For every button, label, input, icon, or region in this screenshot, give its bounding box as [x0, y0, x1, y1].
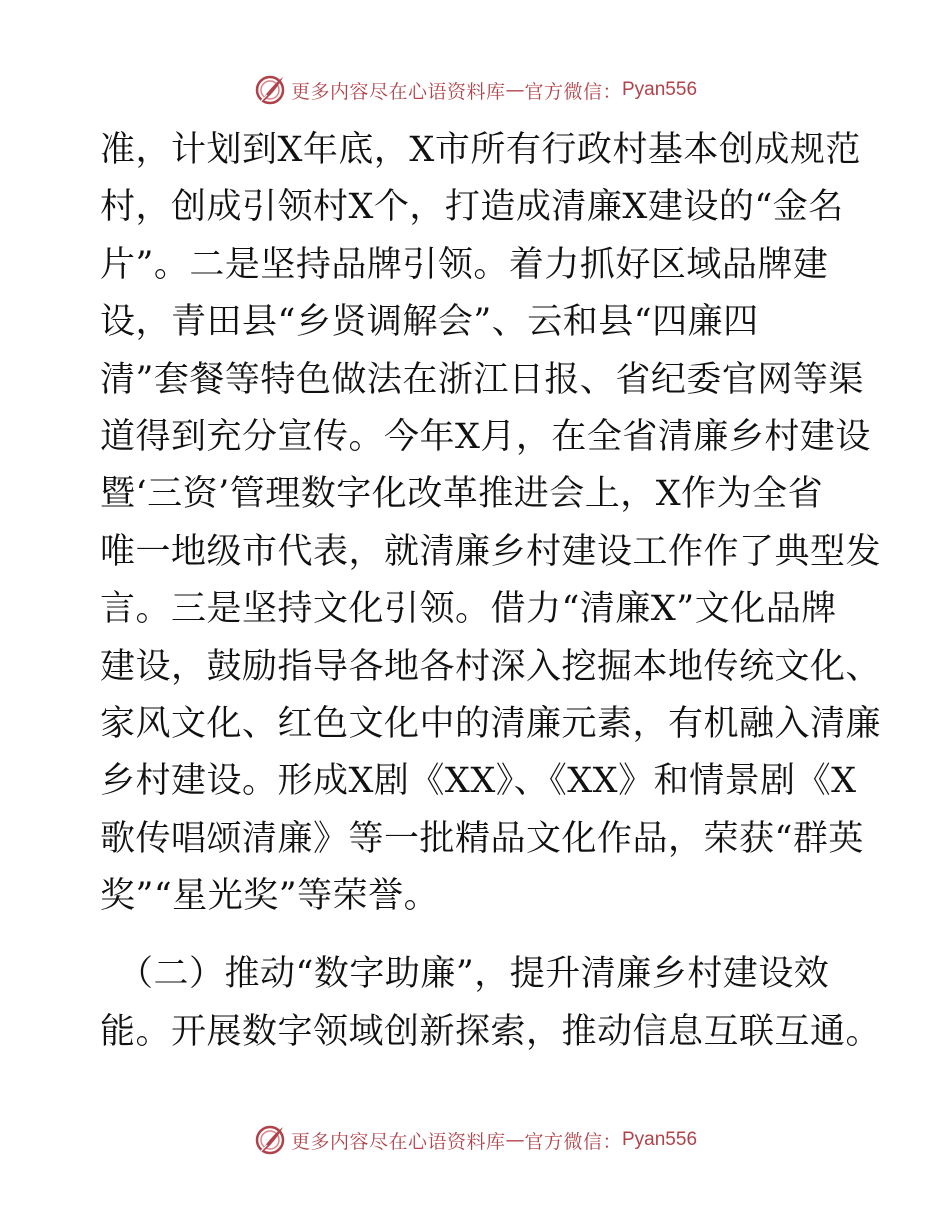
text-line: 建设，鼓励指导各地各村深入挖掘本地传统文化、	[100, 646, 882, 687]
paragraph-gap	[100, 925, 860, 946]
watermark-label: 官方微信：	[524, 80, 622, 103]
watermark-separator: —	[505, 79, 525, 101]
text-line: 道得到充分宣传。今年X月，在全省清廉乡村建设	[100, 416, 871, 457]
paragraph-2	[100, 946, 882, 1061]
text-line: 乡村建设。形成X剧《XX》、《XX》和情景剧《X	[100, 761, 857, 802]
watermark-text: 更多内容尽在心语资料库	[290, 80, 506, 103]
watermark-label: 官方微信：	[524, 1130, 622, 1153]
text-line: 村，创成引领村X个，打造成清廉X建设的“金名	[100, 187, 844, 228]
watermark-handle: Pyan556	[622, 1129, 698, 1150]
feather-logo-icon	[253, 1123, 287, 1157]
text-line: 家风文化、红色文化中的清廉元素，有机融入清廉	[100, 703, 882, 744]
paragraph-1	[100, 122, 882, 925]
text-line: 设，青田县“乡贤调解会”、云和县“四廉四	[100, 302, 759, 343]
text-line: 唯一地级市代表，就清廉乡村建设工作作了典型发	[100, 531, 882, 572]
text-line: 片”。二是坚持品牌引领。着力抓好区域品牌建	[100, 244, 829, 285]
feather-logo-icon	[253, 73, 287, 107]
document-body	[100, 122, 882, 1061]
header-watermark	[0, 70, 950, 110]
text-line: 言。三是坚持文化引领。借力“清廉X”文化品牌	[100, 589, 837, 630]
text-line: 暨‘三资’管理数字化改革推进会上，X作为全省	[100, 474, 824, 515]
watermark-handle: Pyan556	[622, 79, 698, 100]
text-line: 歌传唱颂清廉》等一批精品文化作品，荣获“群英	[100, 818, 864, 859]
watermark-separator: —	[505, 1129, 525, 1151]
footer-watermark	[0, 1120, 950, 1160]
text-line: 奖”“星光奖”等荣誉。	[100, 876, 440, 917]
watermark-text: 更多内容尽在心语资料库	[290, 1130, 506, 1153]
text-line: 清”套餐等特色做法在浙江日报、省纪委官网等渠	[100, 359, 864, 400]
text-line: 准，计划到X年底，X市所有行政村基本创成规范	[100, 130, 861, 170]
section-heading-line: （二）推动“数字助廉”，提升清廉乡村建设效	[118, 954, 830, 995]
text-line: 能。开展数字领域创新探索，推动信息互联互通。	[100, 1011, 882, 1052]
